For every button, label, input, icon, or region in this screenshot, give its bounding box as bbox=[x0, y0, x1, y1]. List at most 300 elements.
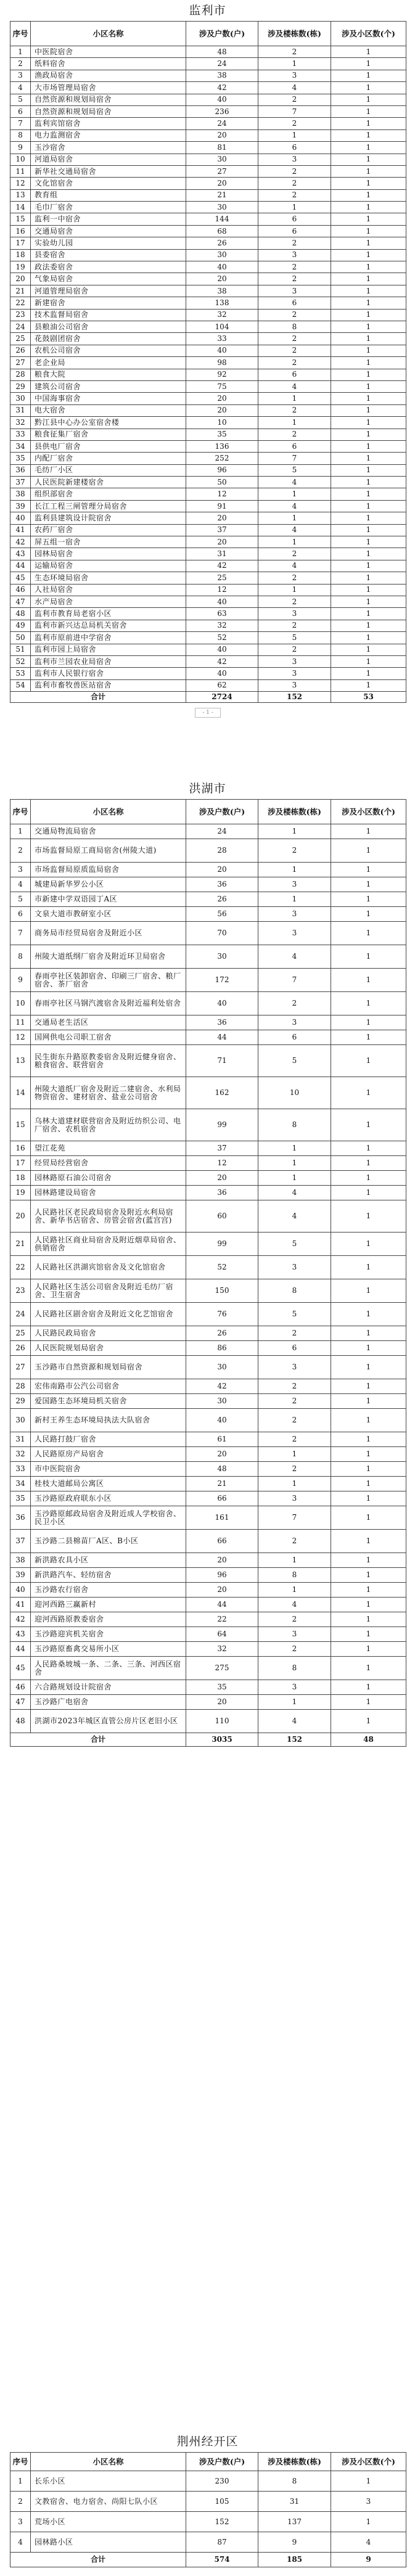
buildings-count: 3 bbox=[258, 877, 331, 892]
communities-count: 1 bbox=[331, 309, 406, 321]
communities-count: 1 bbox=[331, 357, 406, 369]
communities-count: 1 bbox=[331, 1045, 406, 1077]
row-number: 22 bbox=[10, 1256, 31, 1279]
buildings-count: 3 bbox=[258, 249, 331, 261]
buildings-count: 8 bbox=[258, 2471, 331, 2492]
row-number: 29 bbox=[10, 1394, 31, 1409]
row-number: 36 bbox=[10, 1506, 31, 1530]
table-row bbox=[10, 464, 406, 476]
table-row bbox=[10, 620, 406, 631]
community-name: 毛纺厂小区 bbox=[31, 464, 186, 476]
row-number: 9 bbox=[10, 142, 31, 154]
community-name: 市新建中学双语园丁A区 bbox=[31, 892, 186, 907]
table-row bbox=[10, 297, 406, 309]
communities-count: 1 bbox=[331, 679, 406, 691]
households-count: 36 bbox=[186, 877, 258, 892]
buildings-count: 6 bbox=[258, 1030, 331, 1045]
households-count: 20 bbox=[186, 1695, 258, 1710]
community-name: 建筑公司宿舍 bbox=[31, 380, 186, 392]
community-name: 玉沙路农行宿舍 bbox=[31, 1583, 186, 1598]
community-name: 桂枝大道邮局公寓区 bbox=[31, 1477, 186, 1491]
community-name: 县供电厂宿舍 bbox=[31, 440, 186, 452]
buildings-count: 4 bbox=[258, 1598, 331, 1612]
buildings-count: 4 bbox=[258, 524, 331, 536]
communities-count: 1 bbox=[331, 154, 406, 165]
table-row bbox=[10, 500, 406, 512]
households-count: 36 bbox=[186, 1015, 258, 1030]
buildings-count: 3 bbox=[258, 1680, 331, 1695]
buildings-count: 4 bbox=[258, 82, 331, 94]
households-count: 44 bbox=[186, 1598, 258, 1612]
table-header-row bbox=[10, 2453, 406, 2471]
row-number: 5 bbox=[10, 94, 31, 105]
table-row bbox=[10, 1379, 406, 1394]
buildings-count: 1 bbox=[258, 417, 331, 429]
households-count: 21 bbox=[186, 1477, 258, 1491]
communities-count: 1 bbox=[331, 249, 406, 261]
table-row bbox=[10, 1627, 406, 1642]
community-name: 迎河西路原教委宿舍 bbox=[31, 1612, 186, 1627]
table-row bbox=[10, 839, 406, 863]
households-count: 87 bbox=[186, 2532, 258, 2553]
row-number: 38 bbox=[10, 488, 31, 500]
row-number: 49 bbox=[10, 620, 31, 631]
header-communities: 涉及小区数(个) bbox=[331, 2453, 406, 2471]
row-number: 1 bbox=[10, 824, 31, 839]
table-row bbox=[10, 584, 406, 596]
table-row bbox=[10, 1394, 406, 1409]
households-count: 26 bbox=[186, 237, 258, 249]
table-row bbox=[10, 1612, 406, 1627]
table-row bbox=[10, 969, 406, 992]
communities-count: 1 bbox=[331, 863, 406, 877]
row-number: 13 bbox=[10, 189, 31, 201]
table-row bbox=[10, 46, 406, 58]
buildings-count: 1 bbox=[258, 1477, 331, 1491]
community-name: 监利市人民银行宿舍 bbox=[31, 668, 186, 679]
community-name: 迎河西路三赢新村 bbox=[31, 1598, 186, 1612]
households-count: 56 bbox=[186, 907, 258, 922]
row-number: 44 bbox=[10, 560, 31, 572]
households-count: 24 bbox=[186, 118, 258, 129]
community-name: 人民路社区洪湖宾馆宿舍及文化馆宿舍 bbox=[31, 1256, 186, 1279]
row-number: 42 bbox=[10, 536, 31, 548]
households-count: 71 bbox=[186, 1045, 258, 1077]
table-row bbox=[10, 285, 406, 297]
buildings-count: 1 bbox=[258, 824, 331, 839]
buildings-count: 7 bbox=[258, 105, 331, 117]
total-buildings: 185 bbox=[258, 2553, 331, 2567]
community-name: 内配厂宿舍 bbox=[31, 453, 186, 464]
table-row bbox=[10, 380, 406, 392]
section-jianli bbox=[0, 0, 415, 703]
households-count: 30 bbox=[186, 1356, 258, 1379]
community-name: 州陵大道纸厂宿舍及附近二建宿舍、水利局物资宿舍、建材宿舍、盐业公司宿舍 bbox=[31, 1077, 186, 1109]
buildings-count: 5 bbox=[258, 1233, 331, 1256]
row-number: 47 bbox=[10, 596, 31, 607]
buildings-count: 3 bbox=[258, 1356, 331, 1379]
buildings-count: 2 bbox=[258, 1642, 331, 1657]
table-row bbox=[10, 1530, 406, 1553]
header-no: 序号 bbox=[10, 2453, 31, 2471]
community-name: 毛巾厂宿舍 bbox=[31, 202, 186, 213]
households-count: 40 bbox=[186, 94, 258, 105]
households-count: 10 bbox=[186, 417, 258, 429]
row-number: 26 bbox=[10, 1341, 31, 1356]
community-name: 人民路打鼓厂宿舍 bbox=[31, 1432, 186, 1447]
row-number: 29 bbox=[10, 380, 31, 392]
households-count: 22 bbox=[186, 1612, 258, 1627]
households-count: 91 bbox=[186, 500, 258, 512]
community-name: 实验幼儿园 bbox=[31, 237, 186, 249]
buildings-count: 1 bbox=[258, 892, 331, 907]
communities-count: 1 bbox=[331, 393, 406, 404]
community-name: 城建局新华罗公小区 bbox=[31, 877, 186, 892]
communities-count: 1 bbox=[331, 1462, 406, 1477]
households-count: 136 bbox=[186, 440, 258, 452]
households-count: 66 bbox=[186, 1530, 258, 1553]
header-buildings: 涉及楼栋数(栋) bbox=[258, 2453, 331, 2471]
row-number: 46 bbox=[10, 1680, 31, 1695]
row-number: 10 bbox=[10, 154, 31, 165]
table-header-row bbox=[10, 800, 406, 824]
buildings-count: 6 bbox=[258, 225, 331, 237]
households-count: 20 bbox=[186, 404, 258, 416]
table-row bbox=[10, 945, 406, 969]
row-number: 26 bbox=[10, 345, 31, 356]
buildings-count: 4 bbox=[258, 945, 331, 969]
buildings-count: 8 bbox=[258, 321, 331, 332]
total-communities: 53 bbox=[331, 692, 406, 703]
row-number: 34 bbox=[10, 440, 31, 452]
buildings-count: 2 bbox=[258, 548, 331, 560]
row-number: 17 bbox=[10, 237, 31, 249]
communities-count: 1 bbox=[331, 417, 406, 429]
table-row bbox=[10, 560, 406, 572]
community-name: 乌林大道建材联营宿舍及附近纺织公司、电厂宿舍、农机宿舍 bbox=[31, 1109, 186, 1141]
communities-count: 1 bbox=[331, 1394, 406, 1409]
households-count: 60 bbox=[186, 1200, 258, 1233]
table-row bbox=[10, 118, 406, 129]
buildings-count: 2 bbox=[258, 1394, 331, 1409]
community-name: 监利县建筑设计院宿舍 bbox=[31, 512, 186, 524]
communities-count: 1 bbox=[331, 1491, 406, 1506]
table-row bbox=[10, 94, 406, 105]
communities-count: 1 bbox=[331, 1568, 406, 1583]
community-name: 技术监督局宿舍 bbox=[31, 309, 186, 321]
communities-count: 1 bbox=[331, 488, 406, 500]
row-number: 33 bbox=[10, 429, 31, 440]
row-number: 44 bbox=[10, 1642, 31, 1657]
community-name: 监利市畜牧兽医站宿舍 bbox=[31, 679, 186, 691]
community-name: 园林局宿舍 bbox=[31, 548, 186, 560]
section-honghu bbox=[0, 778, 415, 1747]
households-count: 37 bbox=[186, 1141, 258, 1156]
communities-count: 1 bbox=[331, 1506, 406, 1530]
table-row bbox=[10, 404, 406, 416]
row-number: 53 bbox=[10, 668, 31, 679]
households-count: 52 bbox=[186, 1256, 258, 1279]
header-name: 小区名称 bbox=[31, 22, 186, 46]
table-row bbox=[10, 70, 406, 81]
households-count: 236 bbox=[186, 105, 258, 117]
households-count: 28 bbox=[186, 839, 258, 863]
row-number: 14 bbox=[10, 1077, 31, 1109]
communities-count: 1 bbox=[331, 572, 406, 584]
table-row bbox=[10, 129, 406, 141]
row-number: 18 bbox=[10, 1171, 31, 1186]
buildings-count: 2 bbox=[258, 404, 331, 416]
row-number: 15 bbox=[10, 213, 31, 225]
table-row bbox=[10, 1156, 406, 1171]
communities-count: 1 bbox=[331, 1379, 406, 1394]
table-row bbox=[10, 1186, 406, 1200]
buildings-count: 3 bbox=[258, 668, 331, 679]
total-row bbox=[10, 692, 406, 703]
total-communities: 48 bbox=[331, 1733, 406, 1747]
table-row bbox=[10, 2532, 406, 2553]
communities-count: 1 bbox=[331, 1530, 406, 1553]
households-count: 61 bbox=[186, 1432, 258, 1447]
row-number: 47 bbox=[10, 1695, 31, 1710]
row-number: 21 bbox=[10, 1233, 31, 1256]
buildings-count: 6 bbox=[258, 440, 331, 452]
community-name: 长乐小区 bbox=[31, 2471, 186, 2492]
row-number: 3 bbox=[10, 2512, 31, 2532]
community-name: 新建宿舍 bbox=[31, 297, 186, 309]
row-number: 39 bbox=[10, 1568, 31, 1583]
community-name: 人民路原房产局宿舍 bbox=[31, 1447, 186, 1462]
community-name: 人民路社区剧舍宿舍及附近文化艺馆宿舍 bbox=[31, 1303, 186, 1326]
row-number: 50 bbox=[10, 632, 31, 644]
table-row bbox=[10, 1256, 406, 1279]
households-count: 152 bbox=[186, 2512, 258, 2532]
communities-count: 1 bbox=[331, 213, 406, 225]
households-count: 99 bbox=[186, 1109, 258, 1141]
table-row bbox=[10, 488, 406, 500]
total-buildings: 152 bbox=[258, 692, 331, 703]
header-no: 序号 bbox=[10, 800, 31, 824]
households-count: 96 bbox=[186, 464, 258, 476]
buildings-count: 1 bbox=[258, 863, 331, 877]
communities-count: 1 bbox=[331, 202, 406, 213]
buildings-count: 1 bbox=[258, 1695, 331, 1710]
row-number: 8 bbox=[10, 129, 31, 141]
table-row bbox=[10, 863, 406, 877]
community-name: 政法委宿舍 bbox=[31, 261, 186, 273]
row-number: 17 bbox=[10, 1156, 31, 1171]
households-count: 63 bbox=[186, 608, 258, 620]
buildings-count: 4 bbox=[258, 1200, 331, 1233]
communities-count: 1 bbox=[331, 1030, 406, 1045]
households-count: 42 bbox=[186, 560, 258, 572]
communities-count: 1 bbox=[331, 297, 406, 309]
buildings-count: 5 bbox=[258, 1303, 331, 1326]
row-number: 42 bbox=[10, 1612, 31, 1627]
households-count: 48 bbox=[186, 46, 258, 58]
header-communities: 涉及小区数(个) bbox=[331, 22, 406, 46]
table-row bbox=[10, 82, 406, 94]
row-number: 40 bbox=[10, 1583, 31, 1598]
households-count: 66 bbox=[186, 1491, 258, 1506]
table-row bbox=[10, 189, 406, 201]
communities-count: 1 bbox=[331, 1326, 406, 1341]
communities-count: 1 bbox=[331, 1695, 406, 1710]
table-row bbox=[10, 1657, 406, 1680]
total-households: 2724 bbox=[186, 692, 258, 703]
row-number: 28 bbox=[10, 369, 31, 380]
table-row bbox=[10, 1680, 406, 1695]
total-label: 合计 bbox=[10, 692, 186, 703]
table-row bbox=[10, 572, 406, 584]
buildings-count: 2 bbox=[258, 992, 331, 1015]
row-number: 4 bbox=[10, 877, 31, 892]
communities-count: 1 bbox=[331, 94, 406, 105]
table-row bbox=[10, 202, 406, 213]
communities-count: 1 bbox=[331, 632, 406, 644]
table-row bbox=[10, 548, 406, 560]
households-count: 144 bbox=[186, 213, 258, 225]
table-row bbox=[10, 178, 406, 189]
community-name: 荒场小区 bbox=[31, 2512, 186, 2532]
households-count: 32 bbox=[186, 620, 258, 631]
header-households: 涉及户数(户) bbox=[186, 800, 258, 824]
communities-count: 1 bbox=[331, 237, 406, 249]
buildings-count: 3 bbox=[258, 679, 331, 691]
total-row bbox=[10, 2553, 406, 2567]
community-name: 渔政局宿舍 bbox=[31, 70, 186, 81]
buildings-count: 2 bbox=[258, 273, 331, 285]
households-count: 98 bbox=[186, 357, 258, 369]
row-number: 41 bbox=[10, 524, 31, 536]
table-row bbox=[10, 213, 406, 225]
buildings-count: 2 bbox=[258, 1462, 331, 1477]
households-count: 27 bbox=[186, 165, 258, 177]
header-name: 小区名称 bbox=[31, 2453, 186, 2471]
households-count: 12 bbox=[186, 488, 258, 500]
households-count: 161 bbox=[186, 1506, 258, 1530]
header-communities: 涉及小区数(个) bbox=[331, 800, 406, 824]
table-row bbox=[10, 1233, 406, 1256]
row-number: 16 bbox=[10, 1141, 31, 1156]
table-row bbox=[10, 2512, 406, 2532]
buildings-count: 1 bbox=[258, 1141, 331, 1156]
communities-count: 1 bbox=[331, 548, 406, 560]
total-households: 3035 bbox=[186, 1733, 258, 1747]
community-name: 农机公司宿舍 bbox=[31, 345, 186, 356]
row-number: 15 bbox=[10, 1109, 31, 1141]
community-name: 人民路社区商业局宿舍及附近烟草局宿舍、供销宿舍 bbox=[31, 1233, 186, 1256]
households-count: 230 bbox=[186, 2471, 258, 2492]
table-row bbox=[10, 1695, 406, 1710]
households-count: 30 bbox=[186, 202, 258, 213]
buildings-count: 2 bbox=[258, 46, 331, 58]
row-number: 18 bbox=[10, 249, 31, 261]
households-count: 40 bbox=[186, 345, 258, 356]
community-name: 监利市原前进中学宿舍 bbox=[31, 632, 186, 644]
table-row bbox=[10, 417, 406, 429]
community-name: 监利市教育局老宿小区 bbox=[31, 608, 186, 620]
row-number: 28 bbox=[10, 1379, 31, 1394]
communities-count: 1 bbox=[331, 512, 406, 524]
row-number: 36 bbox=[10, 464, 31, 476]
communities-count: 1 bbox=[331, 644, 406, 655]
community-name: 县粮油公司宿舍 bbox=[31, 321, 186, 332]
community-name: 人民路民政局宿舍 bbox=[31, 1326, 186, 1341]
community-name: 监利市新兴达总局机关宿舍 bbox=[31, 620, 186, 631]
table-row bbox=[10, 142, 406, 154]
households-count: 32 bbox=[186, 309, 258, 321]
communities-count: 1 bbox=[331, 668, 406, 679]
community-name: 监利一中宿舍 bbox=[31, 213, 186, 225]
community-name: 自然资源和规划局宿舍 bbox=[31, 105, 186, 117]
community-name: 生态环境局宿舍 bbox=[31, 572, 186, 584]
table-row bbox=[10, 1491, 406, 1506]
community-name: 监利市园上局宿舍 bbox=[31, 644, 186, 655]
buildings-count: 8 bbox=[258, 1279, 331, 1303]
community-name: 黔江县中心办公室宿舍楼 bbox=[31, 417, 186, 429]
buildings-count: 3 bbox=[258, 1627, 331, 1642]
buildings-count: 1 bbox=[258, 129, 331, 141]
row-number: 14 bbox=[10, 202, 31, 213]
community-name: 州陵大道纸纲厂宿舍及附近环卫局宿舍 bbox=[31, 945, 186, 969]
buildings-count: 8 bbox=[258, 1109, 331, 1141]
row-number: 8 bbox=[10, 945, 31, 969]
community-name: 自然资源和规划局宿舍 bbox=[31, 94, 186, 105]
buildings-count: 6 bbox=[258, 297, 331, 309]
households-count: 40 bbox=[186, 596, 258, 607]
households-count: 30 bbox=[186, 249, 258, 261]
communities-count: 1 bbox=[331, 1015, 406, 1030]
table-row bbox=[10, 440, 406, 452]
row-number: 19 bbox=[10, 261, 31, 273]
row-number: 4 bbox=[10, 82, 31, 94]
community-name: 粮食征集厂宿舍 bbox=[31, 429, 186, 440]
households-count: 33 bbox=[186, 333, 258, 345]
communities-count: 1 bbox=[331, 1447, 406, 1462]
table-row bbox=[10, 608, 406, 620]
row-number: 12 bbox=[10, 1030, 31, 1045]
row-number: 6 bbox=[10, 105, 31, 117]
row-number: 22 bbox=[10, 297, 31, 309]
community-name: 人民医院新建楼宿舍 bbox=[31, 477, 186, 488]
buildings-count: 2 bbox=[258, 345, 331, 356]
buildings-count: 2 bbox=[258, 178, 331, 189]
community-name: 人民路社区生活公司宿舍及附近毛纺厂宿舍、卫生宿舍 bbox=[31, 1279, 186, 1303]
buildings-count: 7 bbox=[258, 969, 331, 992]
buildings-count: 5 bbox=[258, 1045, 331, 1077]
buildings-count: 1 bbox=[258, 536, 331, 548]
households-count: 44 bbox=[186, 1030, 258, 1045]
buildings-count: 2 bbox=[258, 309, 331, 321]
community-name: 国网供电公司职工宿舍 bbox=[31, 1030, 186, 1045]
community-name: 春雨亭社区马钢汽渡宿舍及附近福利处宿舍 bbox=[31, 992, 186, 1015]
communities-count: 1 bbox=[331, 46, 406, 58]
table-row bbox=[10, 1141, 406, 1156]
row-number: 1 bbox=[10, 46, 31, 58]
buildings-count: 6 bbox=[258, 369, 331, 380]
table-row bbox=[10, 225, 406, 237]
community-name: 市场监督局原质监局宿舍 bbox=[31, 863, 186, 877]
community-name: 商务局市经贸局宿舍及附近小区 bbox=[31, 922, 186, 945]
table-row bbox=[10, 345, 406, 356]
row-number: 3 bbox=[10, 70, 31, 81]
households-count: 40 bbox=[186, 992, 258, 1015]
section-title: 洪湖市 bbox=[189, 782, 226, 795]
community-name: 纸料宿舍 bbox=[31, 58, 186, 70]
community-name: 中医院宿舍 bbox=[31, 46, 186, 58]
buildings-count: 1 bbox=[258, 202, 331, 213]
